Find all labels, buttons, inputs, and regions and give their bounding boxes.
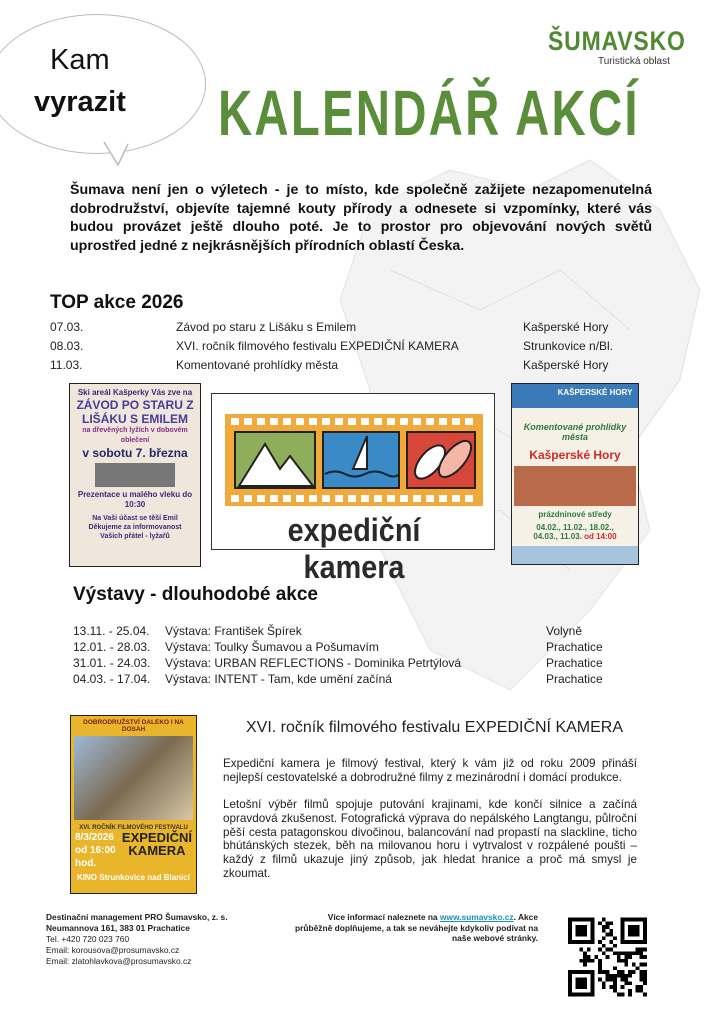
festival-description — [223, 757, 637, 894]
poster-text: 8/3/2026 — [75, 832, 114, 843]
event-name: XVI. ročník filmového festivalu EXPEDIČNÍ KAMERA — [176, 339, 459, 353]
top-event-row — [50, 339, 650, 354]
poster-photo — [74, 736, 193, 820]
top-event-row — [50, 320, 650, 335]
exhibition-date: 13.11. - 25.04. — [73, 624, 150, 638]
event-place: Kašperské Hory — [523, 358, 609, 372]
exhibition-date: 31.01. - 24.03. — [73, 656, 151, 670]
footer-address: Neumannova 161, 383 01 Prachatice — [46, 923, 190, 933]
website-link[interactable]: www.sumavsko.cz — [439, 912, 514, 922]
exhibitions-heading: Výstavy - dlouhodobé akce — [73, 584, 318, 605]
poster-text: na dřevěných lyžích v dobovém oblečení — [82, 427, 188, 444]
bubble-line1: Kam — [50, 44, 110, 76]
exhibition-place: Prachatice — [546, 656, 603, 670]
poster-text: EXPEDIČNÍ — [121, 830, 192, 845]
film-strip-icon — [225, 414, 483, 506]
poster-text: XVI. ROČNÍK FILMOVÉHO FESTIVALU — [79, 825, 188, 831]
event-date: 07.03. — [50, 320, 84, 334]
exhibition-row — [73, 640, 643, 655]
poster-text: Ski areál Kašperky Vás zve na — [77, 388, 193, 397]
exhibition-title: Výstava: Toulky Šumavou a Pošumavím — [165, 640, 379, 654]
festival-paragraph: Letošní výběr filmů spojuje putování krajinami, kde končí silnice a začíná opravdová zkušenost. Fotografická výprava do nepálského Langtangu, půlroční pěší cesta patagonskou divočinou, balancování nad propastí na slackline, ticho bhútánských stezek, běh na milovanou horu i vytrvalost v rozpálené poušti – každý z filmů ukazuje jiný způsob, jak hledat hranice a proč má smysl je zkoumat. — [223, 798, 637, 880]
poster-prohlidky[interactable] — [511, 383, 639, 565]
logo-subtitle: Turistická oblast — [598, 56, 670, 67]
exhibition-place: Prachatice — [546, 640, 603, 654]
poster-photo — [514, 466, 636, 506]
qr-code[interactable] — [568, 917, 647, 997]
poster-text: KAMERA — [128, 843, 186, 858]
footer-email[interactable]: Email: zlatohlavkova@prosumavsko.cz — [46, 956, 192, 966]
logo-text: expediční kamera — [287, 512, 421, 585]
footer-org: Destinační management PRO Šumavsko, z. s. — [46, 912, 228, 922]
footer-info — [290, 912, 538, 944]
exhibition-date: 12.01. - 28.03. — [73, 640, 151, 654]
sumavsko-logo: ŠUMAVSKO — [548, 26, 686, 56]
exhibition-title: Výstava: František Špírek — [165, 624, 302, 638]
poster-text: Vašich přátel - lyžařů — [100, 533, 170, 540]
poster-text: Děkujeme za informovanost — [88, 524, 182, 531]
bubble-line2: vyrazit — [34, 86, 126, 118]
poster-text: od 14:00 — [584, 532, 617, 541]
poster-footer — [512, 546, 638, 564]
poster-expedicni-kamera[interactable] — [70, 715, 197, 894]
poster-text: 04.03., 11.03. — [533, 532, 582, 541]
poster-text: prázdninové středy — [538, 510, 612, 519]
event-place: Strunkovice n/Bl. — [523, 339, 614, 353]
poster-text: 04.02., 11.02., 18.02., — [536, 523, 614, 532]
poster-text: Kašperské Hory — [529, 448, 621, 462]
expedicni-kamera-logo[interactable] — [211, 393, 495, 585]
poster-text: ZÁVOD PO STARU Z LIŠÁKU S EMILEM — [76, 398, 194, 426]
exhibition-title: Výstava: URBAN REFLECTIONS - Dominika Petrtýlová — [165, 656, 462, 670]
exhibition-row — [73, 672, 643, 687]
poster-text: Na Vaši účast se těší Emil — [92, 515, 178, 522]
intro-text: Šumava není jen o výletech - je to místo, kde společně zažijete nezapomenutelná dobrodružství, objevíte tajemné kouty přírody a odnesete si vzpomínky, které vás budou provázet ještě dlouho poté. Je to prostor pro objevování nových světů uprostřed jedné z nejkrásnějších přírodních oblastí Česka. — [70, 182, 652, 254]
exhibition-row — [73, 656, 643, 671]
festival-title: XVI. ročník filmového festivalu EXPEDIČNÍ KAMERA — [246, 719, 624, 736]
top-event-row — [50, 358, 650, 373]
exhibition-place: Volyně — [546, 624, 583, 638]
page-title: KALENDÁŘ AKCÍ — [218, 77, 640, 149]
exhibition-place: Prachatice — [546, 672, 603, 686]
event-name: Závod po staru z Lišáku s Emilem — [176, 320, 357, 334]
poster-text: DOBRODRUŽSTVÍ DALEKO I NA DOSAH — [83, 719, 184, 733]
footer-phone: Tel. +420 720 023 760 — [46, 934, 130, 944]
exhibition-date: 04.03. - 17.04. — [73, 672, 151, 686]
top-heading: TOP akce 2026 — [50, 292, 184, 313]
event-place: Kašperské Hory — [523, 320, 609, 334]
poster-text: od 16:00 hod. — [75, 845, 116, 869]
exhibition-row — [73, 624, 643, 639]
event-date: 11.03. — [50, 358, 83, 372]
festival-paragraph: Expediční kamera je filmový festival, který k vám již od roku 2009 přináší nejlepší cestovatelské a dobrodružné filmy z mezinárodní i domácí produkce. — [223, 757, 637, 784]
poster-text: v sobotu 7. března — [82, 446, 188, 460]
exhibition-title: Výstava: INTENT - Tam, kde umění začíná — [165, 672, 392, 686]
info-text: Více informací naleznete na — [327, 912, 440, 922]
event-date: 08.03. — [50, 339, 84, 353]
speech-bubble — [0, 14, 206, 154]
poster-text: Komentované prohlídky města — [523, 422, 627, 442]
poster-text: KINO Strunkovice nad Blanicí — [77, 873, 190, 882]
info-text: . Akce průběžně doplňujeme, a tak se neváhejte kdykoliv podívat na naše webové stránky. — [295, 912, 538, 943]
event-name: Komentované prohlídky města — [176, 358, 339, 372]
footer-email[interactable]: Email: korousova@prosumavsko.cz — [46, 945, 180, 955]
poster-text: KAŠPERSKÉ HORY — [512, 384, 638, 408]
poster-zavod[interactable] — [69, 383, 201, 567]
poster-text: Prezentace u malého vleku do 10:30 — [77, 490, 193, 509]
poster-photo — [95, 463, 175, 487]
footer-contact — [46, 912, 228, 967]
speech-bubble-tail — [100, 140, 140, 180]
